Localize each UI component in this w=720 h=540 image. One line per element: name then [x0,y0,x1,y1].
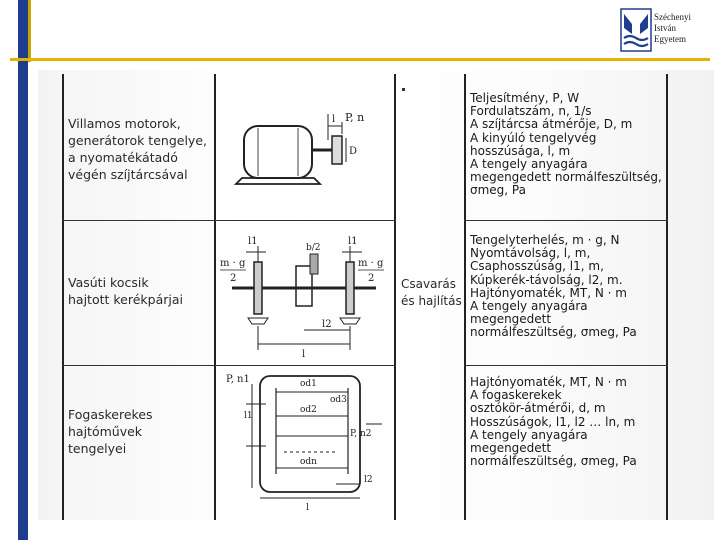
row3-param-line: A fogaskerekek [470,388,562,403]
row3-desc-line: tengelyei [68,441,127,456]
row2-desc-line: hajtott kerékpárjai [68,292,183,307]
row1-desc-line: generátorok tengelye, [68,133,207,148]
row1-parameters [470,92,662,198]
row1-desc-line: Villamos motorok, [68,116,181,131]
motor-shaft-figure [224,104,384,214]
row2-param-line: Hajtónyomaték, MT, N · m [470,285,627,300]
fig2-label-l2: l2 [322,319,332,330]
logo-text [654,12,691,45]
fig2-label-div-left: 2 [230,273,237,284]
fig2-label-load-left: m · g [220,258,246,269]
row2-param-line: normálfeszültség, σmeg, Pa [470,325,637,340]
row1-desc-line: végén szíjtárcsával [68,167,188,182]
row1-desc-line: a nyomatékátadó [68,150,178,165]
loading-type-line-2: és hajlítás [401,294,462,308]
row2-param-line: Nyomtávolság, l, m, [470,246,591,261]
fig3-label-l: l [306,503,309,513]
row1-param-line: Fordulatszám, n, 1/s [470,104,592,119]
fig3-label-l1: l1 [244,411,253,421]
row2-param-line: megengedett [470,312,552,327]
fig2-label-load-right: m · g [358,258,384,269]
fig2-label-b-half: b/2 [306,243,321,253]
row1-param-line: Teljesítmény, P, W [470,91,580,105]
logo-line-3: Egyetem [654,34,686,44]
logo-line-1: Széchenyi [654,12,691,22]
row3-param-line: normálfeszültség, σmeg, Pa [470,454,637,469]
row1-param-line: A kinyúló tengelyvég [470,130,597,145]
fig1-label-power: P, n [345,111,365,124]
loading-type-label [401,276,462,310]
left-accent-bar [18,0,28,540]
row2-desc-line: Vasúti kocsik [68,275,149,290]
row2-param-line: A tengely anyagára [470,299,588,314]
row2-param-line: Tengelyterhelés, m · g, N [470,233,620,247]
table-divider-1 [214,74,216,520]
row2-param-line: Kúpkerék-távolság, l2, m. [470,272,623,287]
row1-param-line: A tengely anyagára [470,157,588,172]
fig3-label-d1: od1 [300,379,317,389]
fig3-label-l2: l2 [364,475,373,485]
fig3-label-input: P, n1 [226,374,250,385]
table-border-right [666,74,668,520]
row1-param-line: A szíjtárcsa átmérője, D, m [470,117,633,132]
fig1-label-length: l [332,114,336,125]
table-border-left [62,74,64,520]
fig3-label-dn: odn [300,457,317,467]
row-separator-2 [62,365,396,366]
fig3-label-d3: od3 [330,395,347,405]
row-separator-2b [464,365,668,366]
row1-param-line: megengedett normálfeszültség, [470,170,662,185]
gear-shaft-figure [226,370,388,514]
fig2-label-l1-left: l1 [248,236,258,247]
table-divider-3 [464,74,466,520]
fig3-label-d2: od2 [300,405,317,415]
row3-desc-line: hajtóművek [68,424,143,439]
table-divider-2 [394,74,396,520]
row3-description [68,406,153,457]
row-separator-1b [464,220,668,221]
railway-axle-figure [218,226,390,360]
row-separator-1 [62,220,396,221]
row3-desc-line: Fogaskerekes [68,407,153,422]
row2-parameters [470,234,637,340]
logo-line-2: István [654,23,676,33]
fig2-label-div-right: 2 [368,273,375,284]
fig2-label-l: l [302,349,306,360]
row3-param-line: osztókör-átmérői, d, m [470,401,606,416]
row3-param-line: Hajtónyomaték, MT, N · m [470,375,627,389]
row3-param-line: megengedett [470,441,552,456]
row1-param-line: σmeg, Pa [470,183,526,198]
fig1-label-diameter: D [349,146,358,157]
header-rule [10,58,710,61]
university-logo-icon [620,8,652,52]
scanned-table [38,70,714,520]
row2-param-line: Csaphosszúság, l1, m, [470,259,604,274]
row1-param-line: hosszúsága, l, m [470,143,571,158]
fig3-label-output: P, n2 [350,429,372,439]
row1-description [68,115,207,183]
fig2-label-l1-right: l1 [348,236,358,247]
scan-speck [402,88,405,91]
row2-description [68,274,183,308]
row3-param-line: A tengely anyagára [470,427,588,442]
loading-type-line-1: Csavarás [401,277,456,291]
row3-param-line: Hosszúságok, l1, l2 … ln, m [470,414,636,429]
left-accent-stripe [28,0,31,62]
row3-parameters [470,376,637,468]
